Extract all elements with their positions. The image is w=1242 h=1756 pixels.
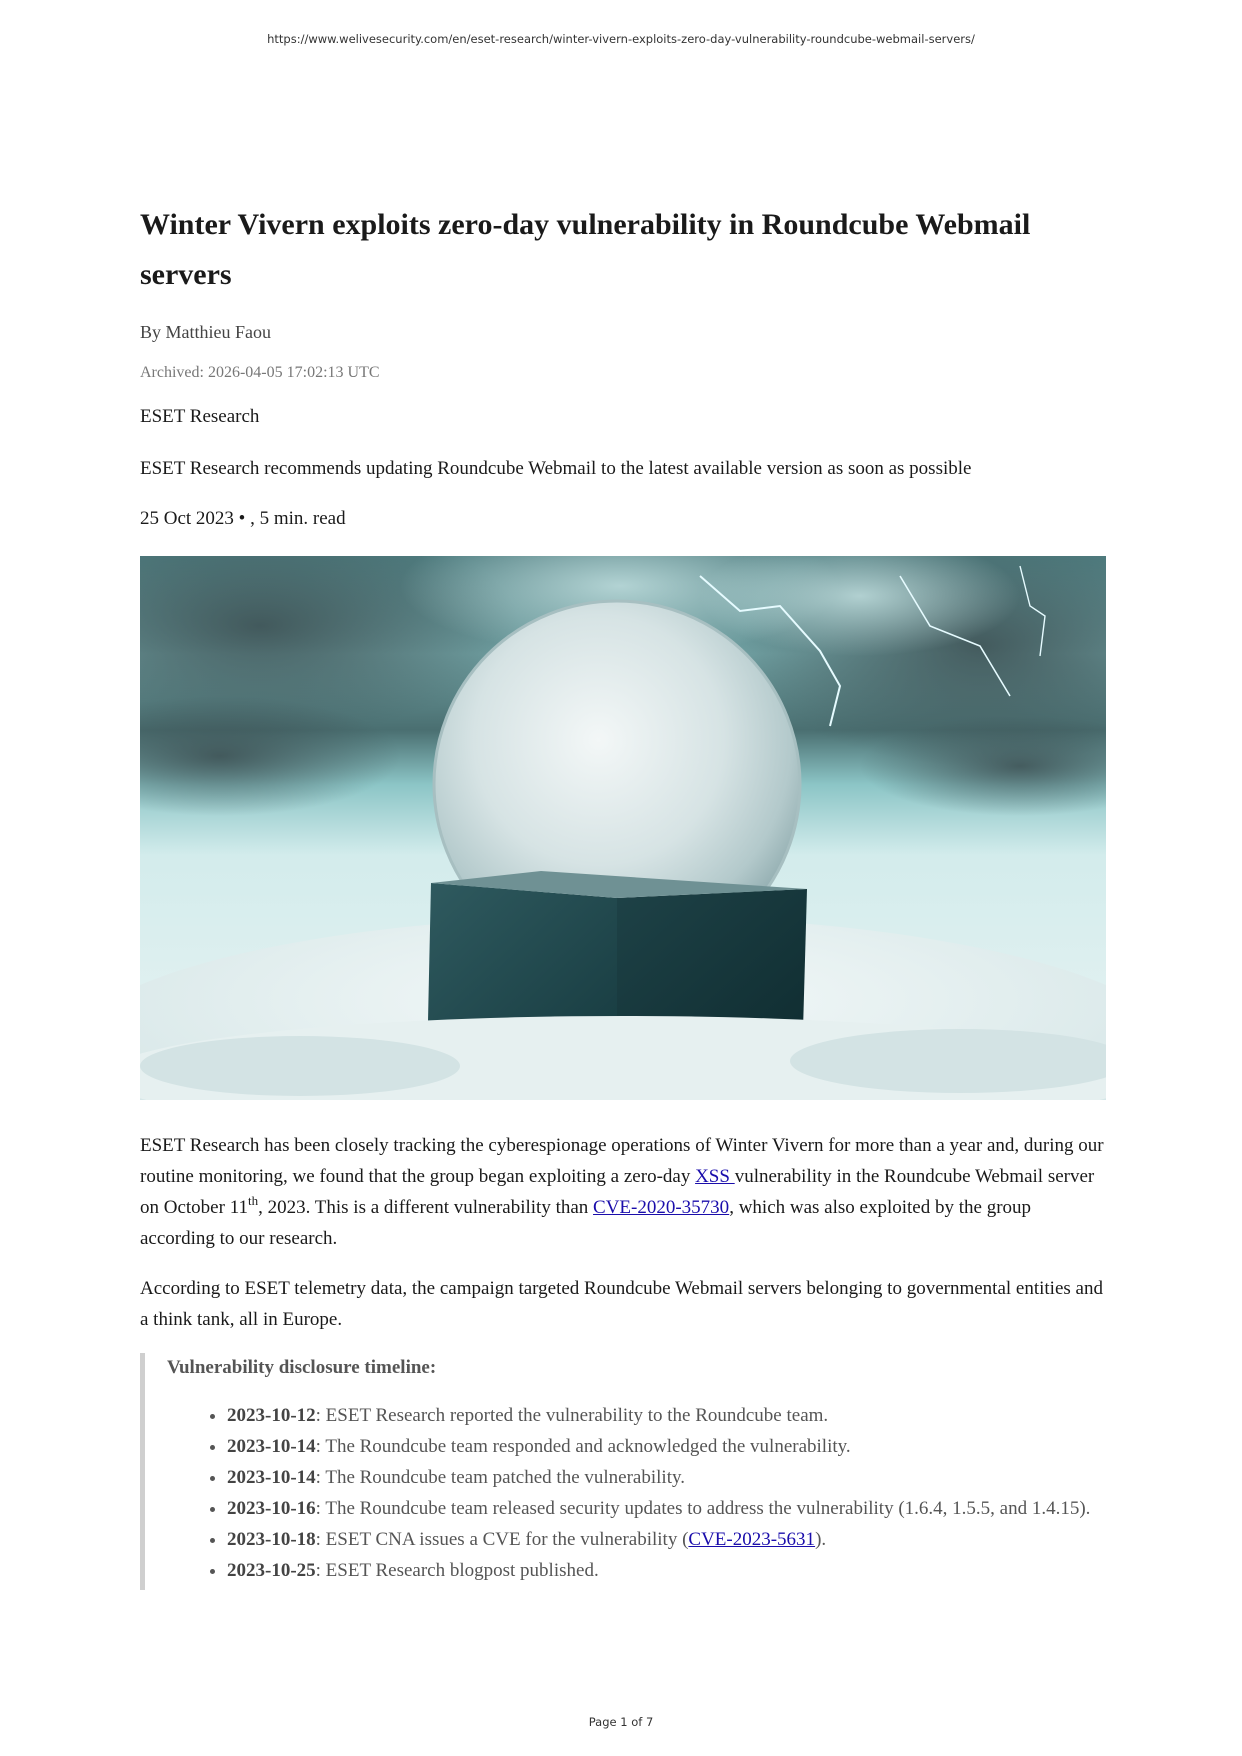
xss-link[interactable]: XSS — [695, 1166, 735, 1187]
cve-2023-5631-link[interactable]: CVE-2023-5631 — [688, 1529, 816, 1550]
article-meta: 25 Oct 2023 • , 5 min. read — [140, 508, 346, 529]
timeline-item: • 2023-10-14: The Roundcube team patched the vulnerability. — [227, 1462, 1106, 1493]
page-number: Page 1 of 7 — [588, 1715, 654, 1729]
byline: By Matthieu Faou — [140, 322, 271, 342]
timeline-item: • 2023-10-16: The Roundcube team released security updates to address the vulnerability (1.6.4, 1.5.5, and 1.4.15). — [227, 1493, 1106, 1524]
timeline-item: • 2023-10-14: The Roundcube team responded and acknowledged the vulnerability. — [227, 1431, 1106, 1462]
paragraph-telemetry: According to ESET telemetry data, the campaign targeted Roundcube Webmail servers belonging to governmental entities and a think tank, all in Europe. — [140, 1278, 1103, 1330]
timeline-title: Vulnerability disclosure timeline: — [167, 1357, 437, 1378]
timeline-list — [167, 1400, 1106, 1586]
article — [140, 200, 1106, 1590]
paragraph-intro: ESET Research has been closely tracking the cyberespionage operations of Winter Vivern for more than a year and, during our routine monitoring, we found that the group began exploiting a zero-day XSS vulnerability in the Roundcube Webmail server on October 11th, 2023. This is a different vulnerability than CVE-2020-35730, which was also exploited by the group according to our research. — [140, 1135, 1104, 1249]
archived-date: Archived: 2026-04-05 17:02:13 UTC — [140, 364, 380, 381]
timeline-item: • 2023-10-12: ESET Research reported the vulnerability to the Roundcube team. — [227, 1400, 1106, 1431]
article-title: Winter Vivern exploits zero-day vulnerability in Roundcube Webmail servers — [140, 208, 1031, 291]
page-url: https://www.welivesecurity.com/en/eset-research/winter-vivern-exploits-zero-day-vulnerability-roundcube-webmail-servers/ — [267, 32, 975, 46]
timeline-item: • 2023-10-25: ESET Research blogpost published. — [227, 1555, 1106, 1586]
timeline-item: • 2023-10-18: ESET CNA issues a CVE for the vulnerability (CVE-2023-5631). — [227, 1524, 1106, 1555]
disclosure-timeline — [140, 1353, 1106, 1590]
section-label: ESET Research — [140, 406, 260, 427]
article-lead: ESET Research recommends updating Roundcube Webmail to the latest available version as soon as possible — [140, 458, 972, 479]
hero-image — [140, 556, 1106, 1100]
cve-2020-35730-link[interactable]: CVE-2020-35730 — [593, 1197, 730, 1218]
